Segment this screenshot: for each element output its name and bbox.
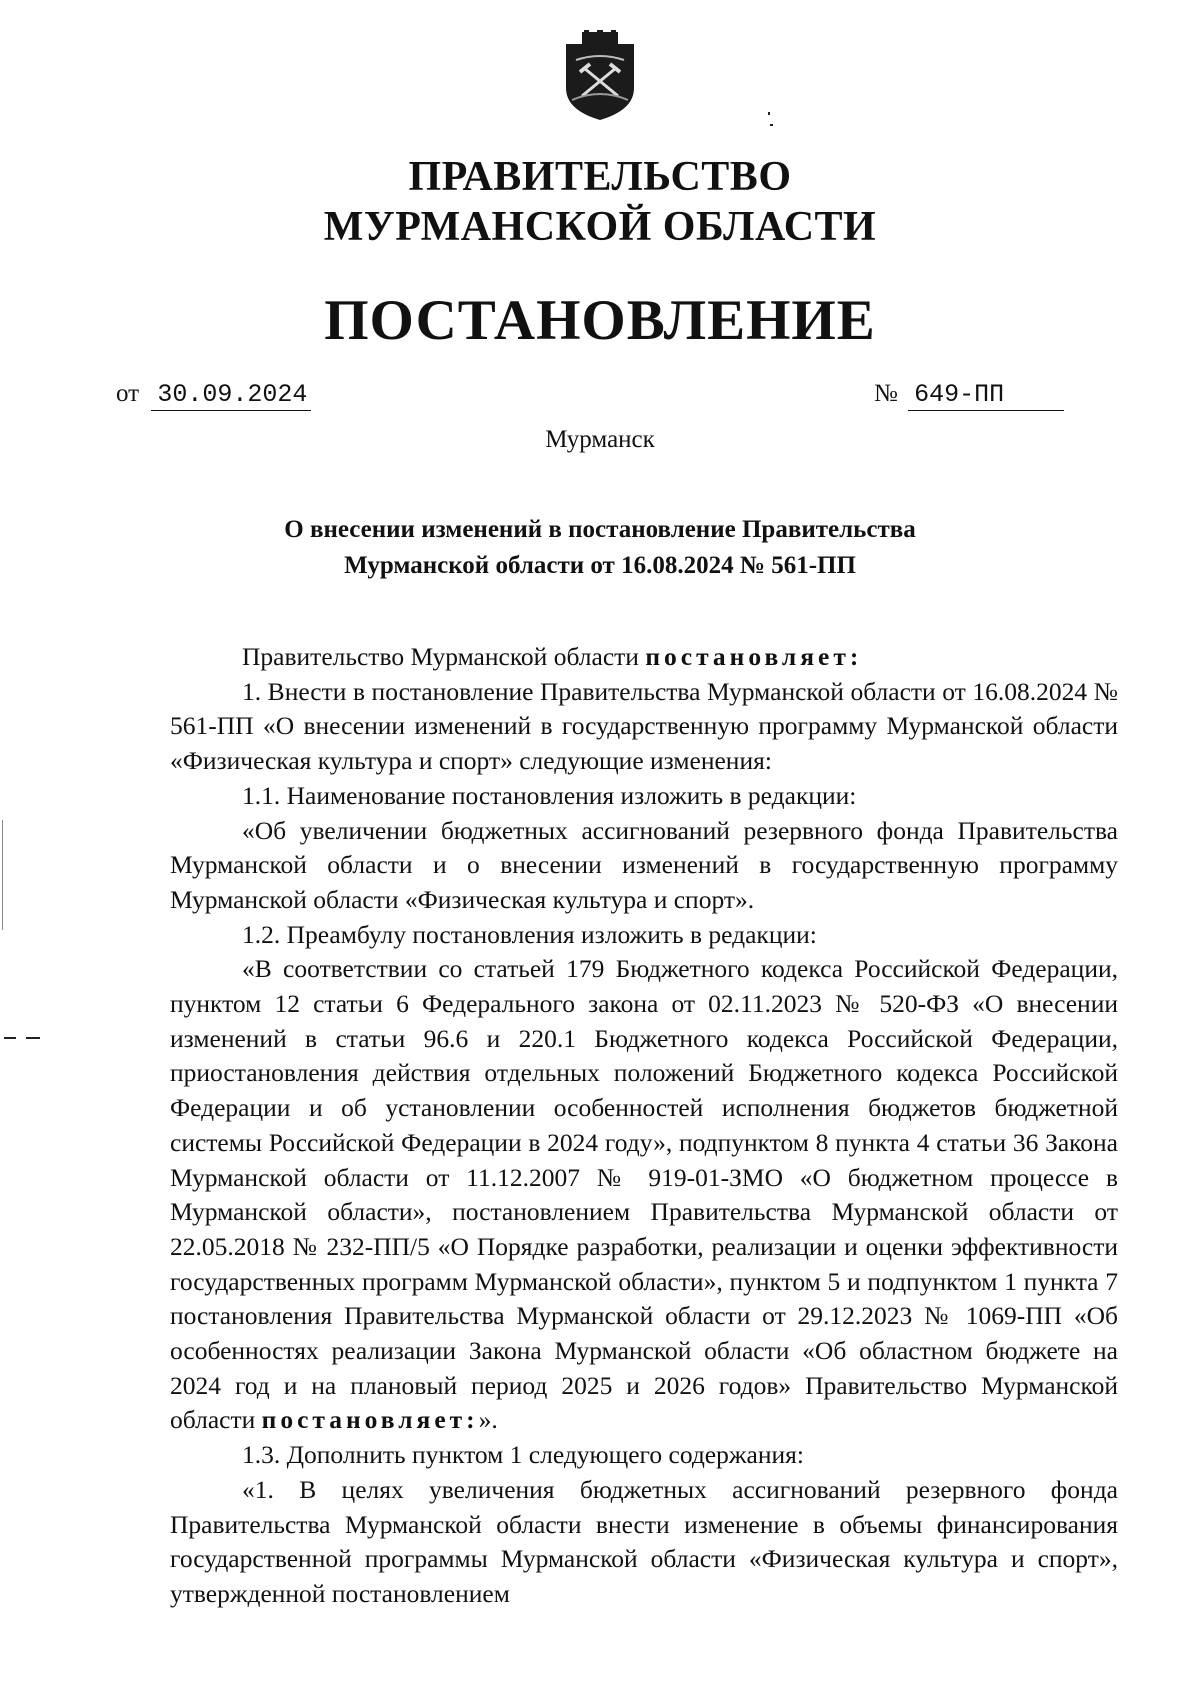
- city: Мурманск: [545, 426, 655, 453]
- paragraph-item-1: 1. Внести в постановление Правительства Мурманской области от 16.08.2024 № 561-ПП «О внесении изменений в государственную программу Мурманской области «Физическая культура и спорт» следующие изменения:: [170, 676, 1118, 776]
- scan-mark: [770, 124, 773, 126]
- preamble-text: Правительство Мурманской области: [242, 642, 646, 671]
- subject-line2: Мурманской области от 16.08.2024 № 561-ПП: [344, 552, 856, 579]
- new-preamble-end: ».: [478, 1405, 498, 1435]
- paragraph-new-preamble: [170, 952, 1118, 1438]
- paragraph-new-title: «Об увеличении бюджетных ассигнований резервного фонда Правительства Мурманской области и о внесении изменений в государственную программу Мурманской области «Физическая культура и спорт».: [170, 815, 1118, 914]
- new-preamble-text: «В соответствии со статьей 179 Бюджетного кодекса Российской Федерации, пунктом 12 статьи 6 Федерального закона от 02.11.2023 № 520-ФЗ «О внесении изменений в статьи 96.6 и 220.1 Бюджетного кодекса Российской Федерации, приостановления действия отдельных положений Бюджетного кодекса Российской Федерации и об установлении особенностей исполнения бюджетов бюджетной системы Российской Федерации в 2024 году», подпунктом 8 пункта 4 статьи 36 Закона Мурманской области от 11.12.2007 № 919-01-ЗМО «О бюджетном процессе в Мурманской области», постановлением Правительства Мурманской области от 22.05.2018 № 232-ПП/5 «О Порядке разработки, реализации и оценки эффективности государственных программ Мурманской области», пунктом 5 и подпунктом 1 пункта 7 постановления Правительства Мурманской области от 29.12.2023 № 1069-ПП «Об особенностях реализации Закона Мурманской области «Об областном бюджете на 2024 год и на плановый период 2025 и 2026 годов» Правительство Мурманской области: [170, 954, 1118, 1435]
- number-prefix: №: [874, 380, 898, 407]
- resolves-word: постановляет:: [645, 642, 863, 671]
- scan-mark: [26, 1037, 40, 1039]
- scan-mark: [768, 112, 770, 115]
- date-prefix: от: [116, 380, 140, 407]
- number-value: 649-ПП: [908, 380, 1064, 411]
- subject-line1: О внесении изменений в постановление Правительства: [284, 516, 916, 543]
- scan-mark: [2, 820, 3, 930]
- paragraph-new-item-1: «1. В целях увеличения бюджетных ассигнований резервного фонда Правительства Мурманской области внести изменение в объемы финансирования государственной программы Мурманской области «Физическая культура и спорт», утвержденной постановлением: [170, 1474, 1118, 1608]
- document-number: [874, 380, 1064, 411]
- government-title-line1: ПРАВИТЕЛЬСТВО: [408, 154, 792, 200]
- paragraph-item-1-1: 1.1. Наименование постановления изложить в редакции:: [242, 780, 857, 810]
- resolves-word-2: постановляет:: [261, 1405, 479, 1435]
- coat-of-arms-icon: [562, 30, 638, 122]
- paragraph-item-1-2: 1.2. Преамбулу постановления изложить в редакции:: [242, 919, 817, 949]
- paragraph-item-1-3: 1.3. Дополнить пунктом 1 следующего содержания:: [242, 1440, 804, 1470]
- scan-mark: [4, 1037, 16, 1039]
- document-date: [116, 380, 311, 411]
- date-value: 30.09.2024: [151, 380, 311, 411]
- document-type-title: ПОСТАНОВЛЕНИЕ: [324, 289, 876, 352]
- document-body: [170, 640, 1118, 1612]
- government-title-line2: МУРМАНСКОЙ ОБЛАСТИ: [323, 204, 877, 250]
- paragraph-preamble: [170, 640, 1118, 675]
